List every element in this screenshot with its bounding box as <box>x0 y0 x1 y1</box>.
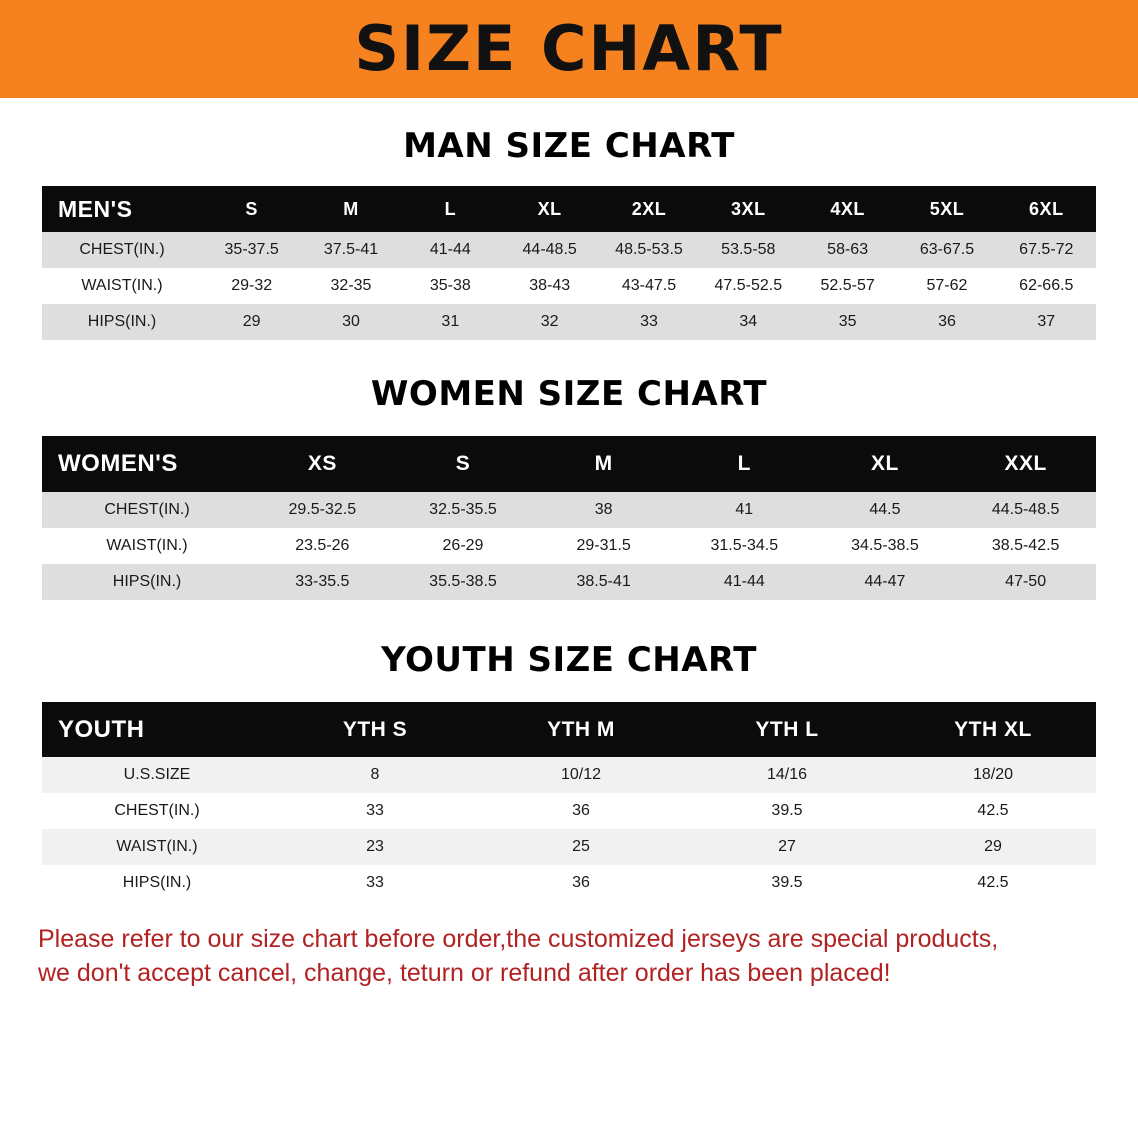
header-cell: YTH S <box>272 702 478 757</box>
header-cell: L <box>401 186 500 232</box>
women-size-table <box>42 436 1096 600</box>
row-label: HIPS(IN.) <box>42 564 252 600</box>
cell: 30 <box>301 304 400 340</box>
cell: 41-44 <box>401 232 500 268</box>
women-section-heading: WOMEN SIZE CHART <box>370 374 768 414</box>
table-row <box>42 528 1096 564</box>
cell: 27 <box>684 829 890 865</box>
header-cell: M <box>533 436 674 492</box>
cell: 39.5 <box>684 865 890 901</box>
table-row <box>42 564 1096 600</box>
cell: 44-48.5 <box>500 232 599 268</box>
cell: 67.5-72 <box>997 232 1096 268</box>
cell: 26-29 <box>393 528 534 564</box>
cell: 31.5-34.5 <box>674 528 815 564</box>
cell: 41-44 <box>674 564 815 600</box>
header-cell: 6XL <box>997 186 1096 232</box>
cell: 36 <box>478 793 684 829</box>
cell: 38.5-41 <box>533 564 674 600</box>
youth-size-table <box>42 702 1096 901</box>
women-table-wrap <box>42 436 1096 600</box>
cell: 29 <box>890 829 1096 865</box>
cell: 23.5-26 <box>252 528 393 564</box>
cell: 33 <box>599 304 698 340</box>
cell: 38 <box>533 492 674 528</box>
row-label: HIPS(IN.) <box>42 865 272 901</box>
cell: 18/20 <box>890 757 1096 793</box>
row-label: WAIST(IN.) <box>42 528 252 564</box>
table-row <box>42 829 1096 865</box>
page-title: SIZE CHART <box>354 12 784 85</box>
man-table-wrap <box>42 186 1096 340</box>
cell: 29.5-32.5 <box>252 492 393 528</box>
page-banner <box>0 0 1138 98</box>
cell: 47.5-52.5 <box>699 268 798 304</box>
row-label: CHEST(IN.) <box>42 793 272 829</box>
header-cell: 4XL <box>798 186 897 232</box>
header-cell: M <box>301 186 400 232</box>
header-cell: XS <box>252 436 393 492</box>
cell: 37 <box>997 304 1096 340</box>
table-row <box>42 492 1096 528</box>
cell: 35-37.5 <box>202 232 301 268</box>
cell: 41 <box>674 492 815 528</box>
cell: 44-47 <box>815 564 956 600</box>
row-label: CHEST(IN.) <box>42 232 202 268</box>
youth-section-heading: YOUTH SIZE CHART <box>381 640 757 680</box>
cell: 32.5-35.5 <box>393 492 534 528</box>
cell: 8 <box>272 757 478 793</box>
cell: 44.5 <box>815 492 956 528</box>
man-size-table <box>42 186 1096 340</box>
row-label: WAIST(IN.) <box>42 268 202 304</box>
header-cell: WOMEN'S <box>42 436 252 492</box>
header-cell: YTH L <box>684 702 890 757</box>
table-row <box>42 757 1096 793</box>
cell: 35-38 <box>401 268 500 304</box>
cell: 36 <box>897 304 996 340</box>
youth-table-wrap <box>42 702 1096 901</box>
cell: 23 <box>272 829 478 865</box>
cell: 38-43 <box>500 268 599 304</box>
cell: 35 <box>798 304 897 340</box>
table-row <box>42 793 1096 829</box>
cell: 34 <box>699 304 798 340</box>
cell: 52.5-57 <box>798 268 897 304</box>
man-section-heading: MAN SIZE CHART <box>403 126 735 166</box>
cell: 32-35 <box>301 268 400 304</box>
header-cell: 5XL <box>897 186 996 232</box>
cell: 42.5 <box>890 793 1096 829</box>
cell: 57-62 <box>897 268 996 304</box>
header-cell: MEN'S <box>42 186 202 232</box>
cell: 39.5 <box>684 793 890 829</box>
cell: 14/16 <box>684 757 890 793</box>
cell: 36 <box>478 865 684 901</box>
cell: 33-35.5 <box>252 564 393 600</box>
cell: 29-31.5 <box>533 528 674 564</box>
header-cell: YTH M <box>478 702 684 757</box>
row-label: U.S.SIZE <box>42 757 272 793</box>
cell: 29 <box>202 304 301 340</box>
cell: 47-50 <box>955 564 1096 600</box>
header-cell: S <box>393 436 534 492</box>
row-label: WAIST(IN.) <box>42 829 272 865</box>
footer-note-line-1: Please refer to our size chart before order,the customized jerseys are special products, <box>38 925 999 953</box>
table-header-row <box>42 702 1096 757</box>
footer-note <box>38 923 1100 991</box>
table-row <box>42 268 1096 304</box>
cell: 38.5-42.5 <box>955 528 1096 564</box>
cell: 10/12 <box>478 757 684 793</box>
table-row <box>42 232 1096 268</box>
cell: 25 <box>478 829 684 865</box>
cell: 48.5-53.5 <box>599 232 698 268</box>
cell: 37.5-41 <box>301 232 400 268</box>
header-cell: L <box>674 436 815 492</box>
table-row <box>42 865 1096 901</box>
cell: 53.5-58 <box>699 232 798 268</box>
table-header-row <box>42 436 1096 492</box>
header-cell: 3XL <box>699 186 798 232</box>
cell: 33 <box>272 793 478 829</box>
header-cell: S <box>202 186 301 232</box>
row-label: CHEST(IN.) <box>42 492 252 528</box>
header-cell: XL <box>500 186 599 232</box>
header-cell: XL <box>815 436 956 492</box>
cell: 31 <box>401 304 500 340</box>
header-cell: XXL <box>955 436 1096 492</box>
cell: 32 <box>500 304 599 340</box>
cell: 29-32 <box>202 268 301 304</box>
cell: 58-63 <box>798 232 897 268</box>
cell: 43-47.5 <box>599 268 698 304</box>
cell: 62-66.5 <box>997 268 1096 304</box>
header-cell: YOUTH <box>42 702 272 757</box>
cell: 44.5-48.5 <box>955 492 1096 528</box>
cell: 63-67.5 <box>897 232 996 268</box>
cell: 35.5-38.5 <box>393 564 534 600</box>
header-cell: YTH XL <box>890 702 1096 757</box>
table-row <box>42 304 1096 340</box>
cell: 34.5-38.5 <box>815 528 956 564</box>
table-header-row <box>42 186 1096 232</box>
cell: 33 <box>272 865 478 901</box>
cell: 42.5 <box>890 865 1096 901</box>
row-label: HIPS(IN.) <box>42 304 202 340</box>
footer-note-line-2: we don't accept cancel, change, teturn or refund after order has been placed! <box>38 958 891 987</box>
header-cell: 2XL <box>599 186 698 232</box>
